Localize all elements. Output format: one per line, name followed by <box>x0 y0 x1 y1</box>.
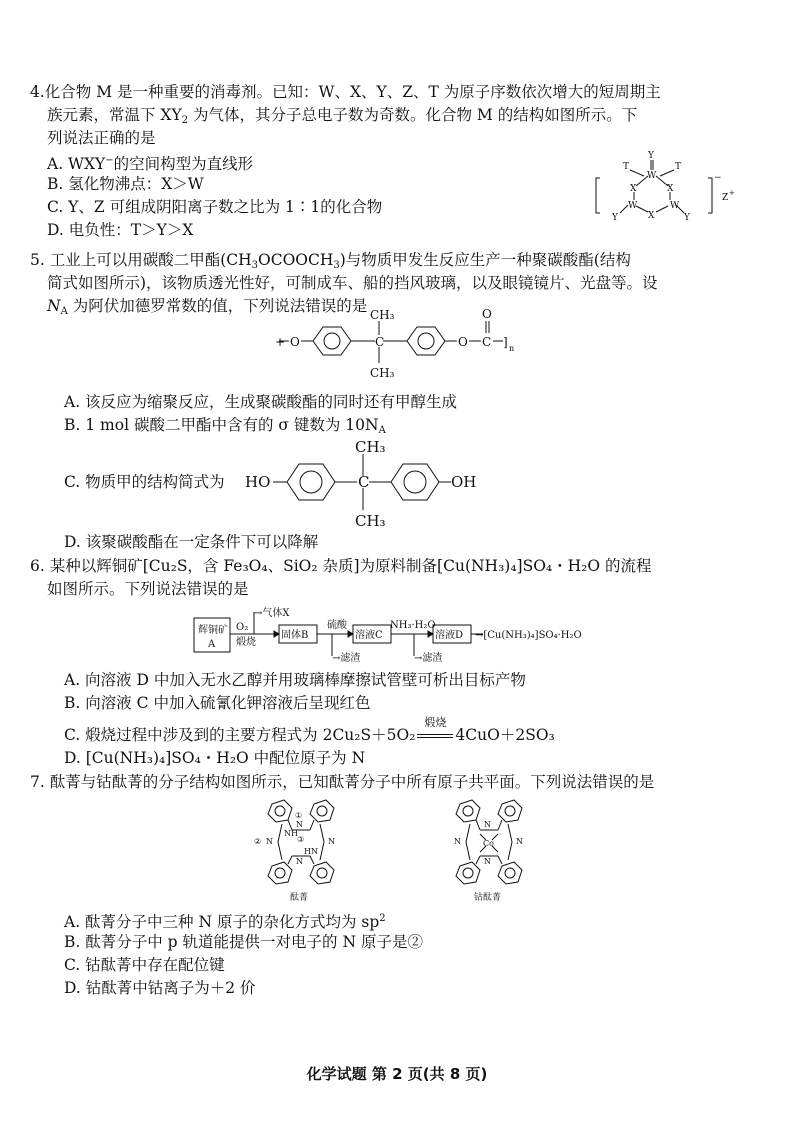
q5-stem-line2: 简式如图所示)，该物质透光性好，可制成车、船的挡风玻璃，以及眼镜镜片、光盘等。设 <box>47 274 658 292</box>
polymer-o-carbonyl: O <box>482 307 492 321</box>
bisphenol-a-structure <box>245 436 495 532</box>
svg-text:]: ] <box>503 335 508 349</box>
svg-text:+: + <box>275 335 286 349</box>
struct-minus: − <box>714 173 722 183</box>
q6-optc-cond: 煅烧 <box>424 716 447 729</box>
q5-stem1a: 5. 工业上可以用碳酸二甲酯(CH <box>30 251 252 269</box>
copc-n-left: N <box>454 837 461 846</box>
copc-co: Co <box>483 839 494 848</box>
struct-x-right: X <box>667 184 674 194</box>
struct-y-right: Y <box>684 213 690 223</box>
q7-stem: 7. 酞菁与钴酞菁的分子结构如图所示，已知酞菁分子中所有原子共平面。下列说法错误的是 <box>30 773 655 791</box>
q4-option-d: D. 电负性：T＞Y＞X <box>47 221 194 239</box>
q7-option-a <box>64 909 386 932</box>
polymer-c-carbonyl: C <box>482 335 492 349</box>
compound-m-structure <box>590 148 750 228</box>
q7-option-c: C. 钴酞菁中存在配位键 <box>64 956 225 974</box>
struct-z: Z <box>722 193 729 203</box>
pc-mark-1: ① <box>295 811 303 820</box>
flow-gas-x: →气体X <box>254 608 290 619</box>
q5-stem1-sub1: 3 <box>251 260 259 271</box>
q5-stem3b: 为阿伏加德罗常数的值，下列说法错误的是 <box>67 297 368 315</box>
q4-stem2a: 族元素，常温下 XY <box>47 106 182 124</box>
flow-calcine: 煅烧 <box>236 637 256 648</box>
copc-n-right: N <box>516 837 523 846</box>
q5-stem1b: OCOOCH <box>258 251 334 269</box>
q6-option-b: B. 向溶液 C 中加入硫氰化钾溶液后呈现红色 <box>64 694 371 712</box>
bpa-ho: HO <box>245 473 271 491</box>
q5-stem3a: N <box>47 297 61 315</box>
struct-w-left: W <box>628 201 638 211</box>
pc-n-left: N <box>266 837 273 846</box>
pc-mark-3: ③ <box>297 835 305 844</box>
q4-stem-line3: 列说法正确的是 <box>47 129 156 147</box>
flow-ore-a: A <box>208 639 216 650</box>
pc-n-top: N <box>296 820 303 829</box>
copc-caption: 钴酞菁 <box>474 893 502 903</box>
struct-x-bottom: X <box>648 211 655 221</box>
struct-x-left: X <box>630 184 637 194</box>
polymer-ch3-top: CH₃ <box>370 308 395 322</box>
q5-optb-a: B. 1 mol 碳酸二甲酯中含有的 σ 键数为 10N <box>64 416 379 434</box>
page-footer: 化学试题 第 2 页(共 8 页) <box>306 1065 488 1083</box>
q5-option-a: A. 该反应为缩聚反应，生成聚碳酸酯的同时还有甲醇生成 <box>64 393 458 411</box>
struct-t-right: T <box>675 162 682 172</box>
struct-y-top: Y <box>648 151 654 161</box>
polymer-c-center: C <box>375 335 385 349</box>
q7-option-d: D. 钴酞菁中钴离子为＋2 价 <box>64 979 256 997</box>
struct-w-right: W <box>670 201 680 211</box>
q5-stem1c: )与物质甲发生反应生产一种聚碳酸酯(结构 <box>339 251 631 269</box>
struct-w-top: W <box>647 171 657 181</box>
flow-solution-d: 溶液D <box>435 630 464 641</box>
q4-option-b: B. 氢化物沸点：X＞W <box>47 175 204 193</box>
q4-stem2-sub: 2 <box>181 115 189 126</box>
q6-stem-line2: 如图所示。下列说法错误的是 <box>47 580 249 598</box>
struct-t-left: T <box>623 162 630 172</box>
pc-hn: HN <box>304 847 318 856</box>
q6-option-a: A. 向溶液 D 中加入无水乙醇并用玻璃棒摩擦试管壁可析出目标产物 <box>64 671 526 689</box>
q6-stem-line1: 6. 某种以辉铜矿[Cu₂S，含 Fe₃O₄、SiO₂ 杂质]为原料制备[Cu(NH₃)₄]SO₄・H₂O 的流程 <box>30 557 652 575</box>
q6-flowchart <box>190 604 610 666</box>
q5-option-d: D. 该聚碳酸酯在一定条件下可以降解 <box>64 533 319 551</box>
flow-residue-1: →滤渣 <box>332 653 361 664</box>
flow-solution-c: 溶液C <box>355 630 383 641</box>
polycarbonate-structure <box>275 305 525 385</box>
polymer-ch3-bottom: CH₃ <box>370 366 395 380</box>
pc-n-right: N <box>328 837 335 846</box>
copc-n-top: N <box>484 820 491 829</box>
polymer-o-right: O <box>458 335 468 349</box>
polymer-o-left: O <box>290 335 300 349</box>
q5-option-c: C. 物质甲的结构简式为 <box>64 473 225 491</box>
phthalocyanine-structure <box>248 796 358 904</box>
flow-o2: O₂ <box>236 622 249 633</box>
q7-opta-sup: 2 <box>379 913 386 924</box>
q6-option-d: D. [Cu(NH₃)₄]SO₄・H₂O 中配位原子为 N <box>64 749 366 767</box>
pc-caption: 酞菁 <box>290 893 309 903</box>
bpa-c: C <box>358 473 370 491</box>
q5-stem1-sub2: 3 <box>333 260 340 271</box>
q7-option-b: B. 酞菁分子中 p 轨道能提供一对电子的 N 原子是② <box>64 933 423 951</box>
flow-solid-b: 固体B <box>281 630 309 641</box>
q6-optc-a: C. 煅烧过程中涉及到的主要方程式为 2Cu₂S＋5O₂ <box>64 726 416 744</box>
q4-option-a <box>47 151 253 174</box>
q4-option-c: C. Y、Z 可组成阴阳离子数之比为 1∶1的化合物 <box>47 198 383 216</box>
q4-stem-line1: 4.化合物 M 是一种重要的消毒剂。已知：W、X、Y、Z、T 为原子序数依次增大的短周期主 <box>30 83 661 101</box>
q4-opta-a: A. WXY <box>47 155 106 173</box>
flow-residue-2: →滤渣 <box>414 653 443 664</box>
struct-zplus: + <box>729 189 735 197</box>
pc-nh: NH <box>284 829 298 838</box>
copc-n-bottom: N <box>484 857 491 866</box>
polymer-n: n <box>509 344 515 353</box>
flow-ore-label: 辉铜矿 <box>198 625 228 636</box>
q5-stem3-sub: A <box>60 306 68 317</box>
struct-y-left: Y <box>612 213 618 223</box>
flow-acid: 硫酸 <box>327 620 347 631</box>
pc-mark-2: ② <box>254 837 262 846</box>
bpa-ch3-bottom: CH₃ <box>355 512 386 530</box>
q4-opta-sup: − <box>105 155 114 166</box>
q4-stem2b: 为气体，其分子总电子数为奇数。化合物 M 的结构如图所示。下 <box>188 106 638 124</box>
q7-opta-a: A. 酞菁分子中三种 N 原子的杂化方式均为 sp <box>64 913 380 931</box>
flow-nh3: NH₃·H₂O <box>390 620 436 631</box>
q5-optb-sub: A <box>378 425 386 436</box>
cobalt-phthalocyanine-structure <box>436 796 546 904</box>
bpa-oh: OH <box>451 473 477 491</box>
q6-option-c <box>64 716 555 745</box>
q6-optc-arrow <box>415 716 455 745</box>
q4-opta-b: 的空间构型为直线形 <box>113 155 254 173</box>
q6-optc-b: 4CuO＋2SO₃ <box>455 726 555 744</box>
bpa-ch3-top: CH₃ <box>355 438 386 456</box>
flow-product: →[Cu(NH₃)₄]SO₄·H₂O <box>475 630 582 641</box>
pc-n-bottom: N <box>296 857 303 866</box>
